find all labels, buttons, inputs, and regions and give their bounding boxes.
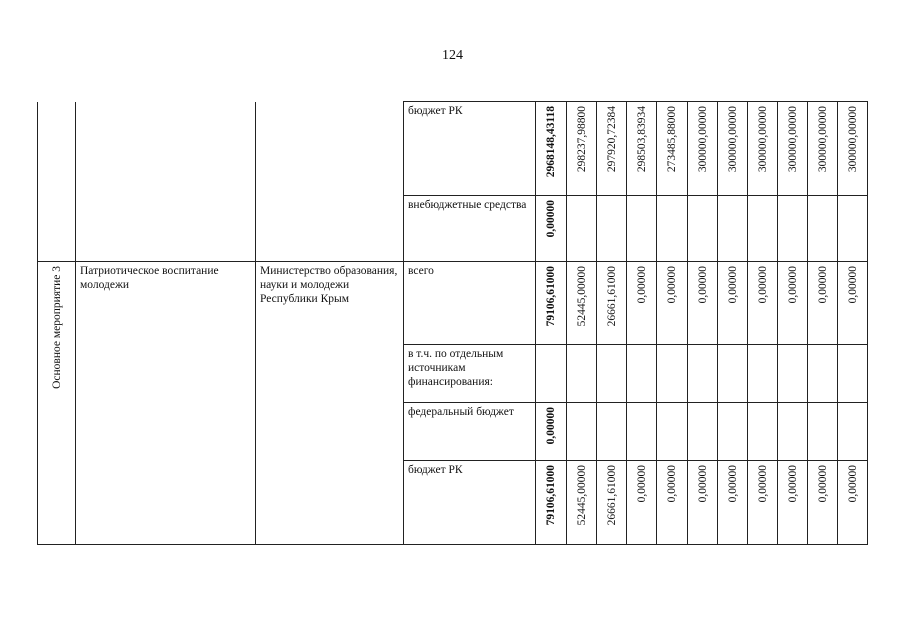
total-value: 79106,61000 bbox=[545, 266, 557, 327]
year-value-cell bbox=[597, 262, 627, 345]
year-value-cell bbox=[808, 403, 838, 461]
year-value-cell bbox=[597, 461, 627, 545]
year-value: 0,00000 bbox=[846, 266, 859, 304]
year-value-cell bbox=[808, 345, 838, 403]
year-value-cell bbox=[808, 461, 838, 545]
year-value-cell bbox=[657, 102, 688, 196]
event-name: Патриотическое воспитание молодежи bbox=[80, 265, 219, 291]
year-value: 26661,61000 bbox=[605, 266, 618, 327]
table-row bbox=[38, 102, 868, 196]
funding-source-cell bbox=[404, 403, 536, 461]
year-value-cell bbox=[657, 262, 688, 345]
year-value-cell bbox=[778, 102, 808, 196]
funding-source: всего bbox=[408, 265, 434, 277]
year-value-cell bbox=[597, 196, 627, 262]
year-value-cell bbox=[838, 196, 868, 262]
total-value: 0,00000 bbox=[545, 407, 557, 445]
year-value-cell bbox=[567, 461, 597, 545]
year-value-cell bbox=[778, 461, 808, 545]
funding-source-cell bbox=[404, 196, 536, 262]
year-value: 26661,61000 bbox=[605, 465, 618, 526]
year-value: 0,00000 bbox=[726, 266, 739, 304]
responsible-cell bbox=[256, 262, 404, 545]
year-value: 0,00000 bbox=[786, 266, 799, 304]
year-value-cell bbox=[597, 403, 627, 461]
year-value: 273485,88000 bbox=[666, 106, 678, 173]
page-number: 124 bbox=[442, 48, 463, 63]
funding-source: бюджет РК bbox=[408, 464, 463, 476]
year-value-cell bbox=[567, 262, 597, 345]
year-value: 0,00000 bbox=[756, 266, 769, 304]
year-value-cell bbox=[627, 461, 657, 545]
year-value-cell bbox=[748, 102, 778, 196]
year-value: 0,00000 bbox=[726, 465, 739, 503]
year-value-cell bbox=[778, 196, 808, 262]
year-value: 300000,00000 bbox=[726, 106, 739, 173]
year-value-cell bbox=[688, 102, 718, 196]
year-value-cell bbox=[718, 196, 748, 262]
responsible-executor: Министерство образования, науки и молодежи Республики Крым bbox=[260, 265, 398, 305]
year-value-cell bbox=[808, 102, 838, 196]
year-value-cell bbox=[627, 102, 657, 196]
total-value: 79106,61000 bbox=[545, 465, 557, 526]
funding-table bbox=[37, 101, 868, 545]
responsible-cell-continued bbox=[256, 102, 404, 262]
year-value: 300000,00000 bbox=[696, 106, 709, 173]
year-value-cell bbox=[627, 403, 657, 461]
year-value: 0,00000 bbox=[635, 266, 648, 304]
year-value: 0,00000 bbox=[696, 266, 709, 304]
year-value-cell bbox=[688, 403, 718, 461]
year-value-cell bbox=[808, 196, 838, 262]
year-value: 0,00000 bbox=[696, 465, 709, 503]
year-value: 297920,72384 bbox=[605, 106, 618, 173]
year-value: 0,00000 bbox=[635, 465, 648, 503]
year-value: 300000,00000 bbox=[786, 106, 799, 173]
event-label-cell-continued bbox=[38, 102, 76, 262]
year-value-cell bbox=[657, 345, 688, 403]
year-value-cell bbox=[748, 262, 778, 345]
year-value-cell bbox=[718, 403, 748, 461]
year-value-cell bbox=[838, 102, 868, 196]
total-value: 0,00000 bbox=[545, 200, 557, 238]
year-value-cell bbox=[567, 196, 597, 262]
year-value: 0,00000 bbox=[846, 465, 859, 503]
year-value: 52445,00000 bbox=[575, 266, 588, 327]
year-value: 0,00000 bbox=[666, 465, 678, 503]
year-value-cell bbox=[567, 403, 597, 461]
year-value-cell bbox=[688, 461, 718, 545]
year-value: 0,00000 bbox=[756, 465, 769, 503]
year-value-cell bbox=[688, 345, 718, 403]
year-value-cell bbox=[597, 102, 627, 196]
year-value-cell bbox=[748, 403, 778, 461]
event-name-cell bbox=[76, 262, 256, 545]
year-value-cell bbox=[567, 102, 597, 196]
year-value-cell bbox=[627, 196, 657, 262]
total-cell bbox=[536, 461, 567, 545]
funding-source-cell bbox=[404, 262, 536, 345]
year-value-cell bbox=[718, 345, 748, 403]
total-cell bbox=[536, 403, 567, 461]
year-value-cell bbox=[718, 102, 748, 196]
funding-source: внебюджетные средства bbox=[408, 199, 527, 211]
year-value: 0,00000 bbox=[786, 465, 799, 503]
year-value: 300000,00000 bbox=[846, 106, 859, 173]
total-cell bbox=[536, 196, 567, 262]
funding-source-cell bbox=[404, 345, 536, 403]
year-value: 52445,00000 bbox=[575, 465, 588, 526]
total-cell bbox=[536, 262, 567, 345]
year-value: 300000,00000 bbox=[816, 106, 829, 173]
year-value: 298237,98800 bbox=[575, 106, 588, 173]
funding-source: бюджет РК bbox=[408, 105, 463, 117]
year-value-cell bbox=[808, 262, 838, 345]
year-value-cell bbox=[748, 345, 778, 403]
year-value: 300000,00000 bbox=[756, 106, 769, 173]
event-name-cell-continued bbox=[76, 102, 256, 262]
year-value-cell bbox=[597, 345, 627, 403]
year-value-cell bbox=[778, 262, 808, 345]
funding-source-cell bbox=[404, 102, 536, 196]
year-value-cell bbox=[748, 196, 778, 262]
funding-source: в т.ч. по отдельным источникам финансирования: bbox=[408, 348, 504, 388]
year-value-cell bbox=[567, 345, 597, 403]
year-value-cell bbox=[838, 262, 868, 345]
year-value: 0,00000 bbox=[816, 266, 829, 304]
year-value-cell bbox=[657, 196, 688, 262]
year-value-cell bbox=[778, 345, 808, 403]
total-value: 2968148,43118 bbox=[545, 106, 557, 178]
year-value-cell bbox=[838, 403, 868, 461]
year-value-cell bbox=[688, 196, 718, 262]
year-value: 0,00000 bbox=[666, 266, 678, 304]
year-value: 298503,83934 bbox=[635, 106, 648, 173]
year-value-cell bbox=[627, 345, 657, 403]
year-value-cell bbox=[718, 461, 748, 545]
year-value-cell bbox=[748, 461, 778, 545]
total-cell bbox=[536, 345, 567, 403]
year-value-cell bbox=[838, 461, 868, 545]
year-value: 0,00000 bbox=[816, 465, 829, 503]
event-label-cell bbox=[38, 262, 76, 545]
year-value-cell bbox=[718, 262, 748, 345]
year-value-cell bbox=[657, 403, 688, 461]
funding-source-cell bbox=[404, 461, 536, 545]
event-label: Основное мероприятие 3 bbox=[50, 266, 63, 389]
year-value-cell bbox=[657, 461, 688, 545]
year-value-cell bbox=[838, 345, 868, 403]
table-row bbox=[38, 262, 868, 345]
year-value-cell bbox=[627, 262, 657, 345]
total-cell bbox=[536, 102, 567, 196]
year-value-cell bbox=[778, 403, 808, 461]
funding-source: федеральный бюджет bbox=[408, 406, 514, 418]
year-value-cell bbox=[688, 262, 718, 345]
